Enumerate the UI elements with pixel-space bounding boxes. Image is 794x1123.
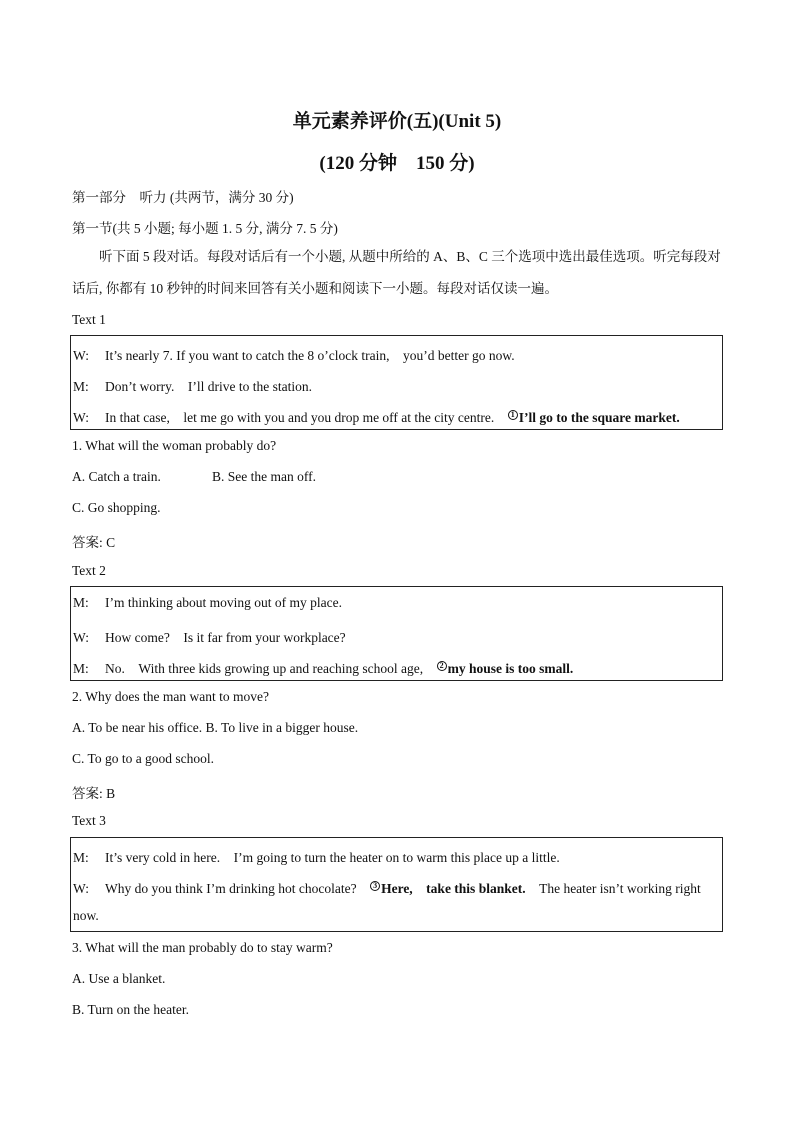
dialogue-text: In that case, let me go with you and you drop me off at the city centre. — [105, 410, 508, 425]
speaker-label: M: — [73, 850, 89, 865]
dialogue-line — [73, 375, 312, 395]
question: 3. What will the man probably do to stay warm? — [72, 940, 333, 955]
key-sentence: I’ll go to the square market. — [518, 410, 680, 425]
option-b: B. To live in a bigger house. — [205, 720, 359, 735]
circled-number-marker: 3 — [370, 881, 380, 891]
question: 2. Why does the man want to move? — [72, 689, 269, 704]
speaker-label: W: — [73, 348, 89, 363]
dialogue-wrap: now. — [73, 908, 99, 923]
answer: 答案: B — [72, 786, 116, 801]
option-a: A. Catch a train. — [72, 469, 161, 484]
dialogue-text: I’m thinking about moving out of my place. — [105, 595, 342, 610]
dialogue-line — [73, 626, 346, 646]
speaker-label: M: — [73, 595, 89, 610]
dialogue-box — [70, 837, 723, 932]
answer: 答案: C — [72, 535, 116, 550]
option-c: C. To go to a good school. — [72, 751, 215, 766]
dialogue-text: It’s nearly 7. If you want to catch the 8 o’clock train, you’d better go now. — [105, 348, 515, 363]
instructions-paragraph: 听下面 5 段对话。每段对话后有一个小题, 从题中所给的 A、B、C 三个选项中选出最佳选项。听完每段对话后, 你都有 10 秒钟的时间来回答有关小题和阅读下一小题。每段对话仅读一遍。 — [72, 249, 721, 296]
question: 1. What will the woman probably do? — [72, 438, 277, 453]
dialogue-box — [70, 335, 723, 430]
dialogue-line — [73, 406, 680, 426]
section-heading: 第一节(共 5 小题; 每小题 1. 5 分, 满分 7. 5 分) — [72, 221, 338, 236]
dialogue-line — [73, 595, 342, 611]
option-c: C. Go shopping. — [72, 500, 161, 515]
option-a: A. Use a blanket. — [72, 971, 166, 986]
circled-number-marker: 1 — [508, 410, 518, 420]
circled-number-marker: 2 — [437, 661, 447, 671]
key-sentence: my house is too small. — [447, 661, 574, 676]
speaker-label: M: — [73, 379, 89, 394]
dialogue-line — [73, 657, 573, 677]
dialogue-text: How come? Is it far from your workplace? — [105, 630, 346, 645]
option-a: A. To be near his office. — [72, 720, 203, 735]
dialogue-line — [73, 344, 515, 364]
dialogue-line — [73, 846, 560, 866]
page-subtitle: (120 分钟 150 分) — [319, 153, 475, 174]
option-a-b — [72, 720, 358, 736]
speaker-label: M: — [73, 661, 89, 676]
page-title: 单元素养评价(五)(Unit 5) — [292, 111, 502, 132]
text-label: Text 2 — [72, 563, 106, 578]
text-label: Text 1 — [72, 312, 106, 327]
option-b: B. Turn on the heater. — [72, 1002, 189, 1017]
dialogue-text-tail: The heater isn’t working right — [525, 881, 701, 896]
speaker-label: W: — [73, 410, 89, 425]
dialogue-box — [70, 586, 723, 681]
speaker-label: W: — [73, 630, 89, 645]
option-b: B. See the man off. — [212, 469, 316, 484]
dialogue-text: No. With three kids growing up and reaching school age, — [105, 661, 437, 676]
dialogue-text: Why do you think I’m drinking hot chocolate? — [105, 881, 371, 896]
part-heading: 第一部分 听力 (共两节，满分 30 分) — [72, 190, 294, 205]
dialogue-line — [73, 877, 701, 897]
speaker-label: W: — [73, 881, 89, 896]
dialogue-text: Don’t worry. I’ll drive to the station. — [105, 379, 312, 394]
text-label: Text 3 — [72, 813, 106, 828]
dialogue-text: It’s very cold in here. I’m going to turn the heater on to warm this place up a little. — [105, 850, 560, 865]
key-sentence: Here, take this blanket. — [381, 881, 526, 896]
